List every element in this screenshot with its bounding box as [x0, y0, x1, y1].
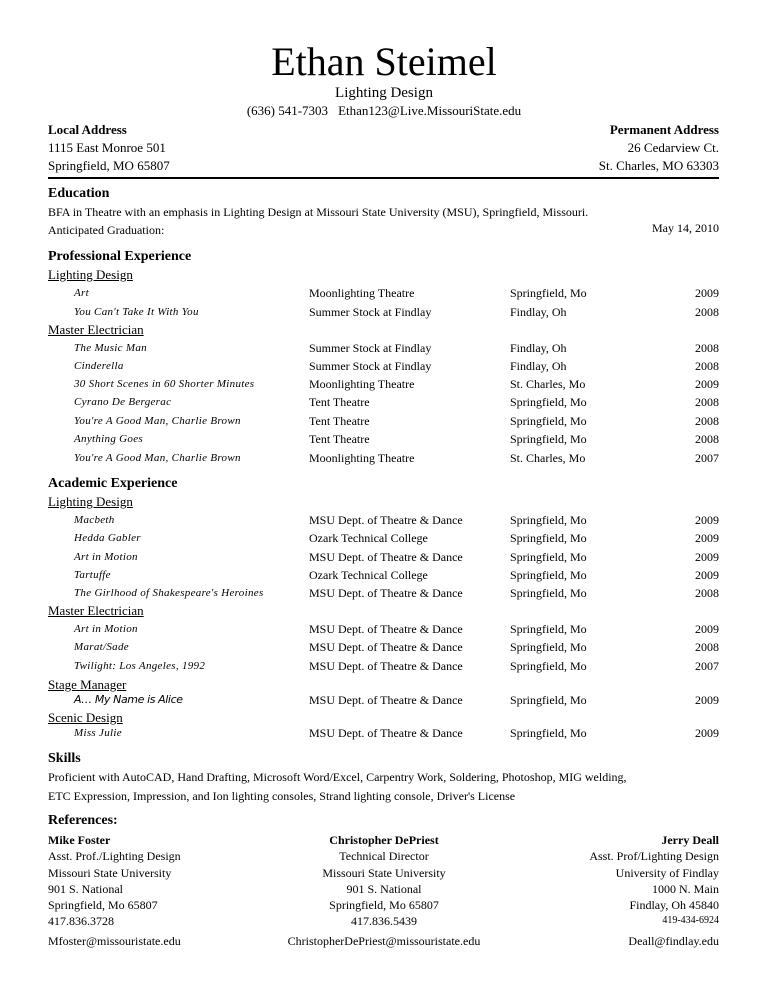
production-title: Cyrano De Bergerac: [74, 396, 172, 408]
venue: Ozark Technical College: [309, 568, 428, 582]
production-title: Art in Motion: [74, 623, 138, 635]
local-address-line1: 1115 East Monroe 501: [48, 140, 166, 155]
reference-phone: 419-434-6924: [662, 915, 719, 927]
production-title: Tartuffe: [74, 569, 111, 581]
experience-row: [0, 450, 768, 466]
resume-subtitle: Lighting Design: [335, 85, 433, 101]
reference-3: [589, 832, 719, 949]
venue: Moonlighting Theatre: [309, 377, 415, 391]
year: 2008: [695, 395, 719, 409]
experience-row: [0, 358, 768, 374]
year: 2008: [695, 640, 719, 654]
year: 2009: [695, 726, 719, 740]
year: 2009: [695, 622, 719, 636]
resume-name: Ethan Steimel: [271, 39, 497, 84]
year: 2009: [695, 377, 719, 391]
city: Springfield, Mo: [510, 693, 587, 707]
venue: MSU Dept. of Theatre & Dance: [309, 640, 463, 654]
permanent-address-heading: Permanent Address: [609, 122, 719, 137]
reference-org: Missouri State University: [322, 865, 446, 880]
city: St. Charles, Mo: [510, 451, 586, 465]
year: 2007: [695, 659, 719, 673]
experience-row: [0, 340, 768, 356]
production-title: Cinderella: [74, 360, 124, 372]
experience-row: [0, 512, 768, 528]
experience-row: [0, 394, 768, 410]
experience-row: [0, 692, 768, 708]
reference-email: Mfoster@missouristate.edu: [48, 933, 181, 948]
year: 2008: [695, 586, 719, 600]
city: Springfield, Mo: [510, 395, 587, 409]
reference-1: [48, 832, 181, 949]
production-title: You're A Good Man, Charlie Brown: [74, 452, 241, 464]
skills-line2: ETC Expression, Impression, and Ion lighting consoles, Strand lighting console, Driver's License: [48, 789, 516, 803]
phone-number: (636) 541-7303: [246, 103, 329, 118]
year: 2008: [695, 341, 719, 355]
production-title: Marat/Sade: [74, 641, 129, 653]
email-address: Ethan123@Live.MissouriState.edu: [338, 103, 522, 118]
reference-title: Asst. Prof/Lighting Design: [589, 849, 719, 864]
reference-2: [234, 832, 534, 949]
permanent-address: [599, 121, 719, 175]
experience-row: [0, 621, 768, 637]
production-title: Anything Goes: [74, 433, 143, 445]
production-title: Twilight: Los Angeles, 1992: [74, 660, 206, 672]
experience-row: [0, 376, 768, 392]
year: 2008: [695, 432, 719, 446]
city: Springfield, Mo: [510, 568, 587, 582]
production-title: The Music Man: [74, 342, 147, 354]
production-title: Miss Julie: [74, 727, 122, 739]
reference-phone: 417.836.3728: [48, 914, 114, 929]
production-title: Art in Motion: [74, 551, 138, 563]
city: Springfield, Mo: [510, 586, 587, 600]
year: 2009: [695, 568, 719, 582]
venue: MSU Dept. of Theatre & Dance: [309, 550, 463, 564]
reference-name: Jerry Deall: [661, 833, 719, 847]
venue: Ozark Technical College: [309, 531, 428, 545]
year: 2009: [695, 550, 719, 564]
graduation-label: Anticipated Graduation:: [48, 223, 165, 237]
professional-lighting-heading: Lighting Design: [48, 267, 133, 282]
reference-city: Findlay, Oh 45840: [629, 898, 719, 913]
skills-line1: Proficient with AutoCAD, Hand Drafting, Microsoft Word/Excel, Carpentry Work, Soldering, Photoshop, MIG welding,: [48, 770, 627, 784]
city: Findlay, Oh: [510, 359, 567, 373]
city: Findlay, Oh: [510, 341, 567, 355]
city: Springfield, Mo: [510, 286, 587, 300]
permanent-address-line1: 26 Cedarview Ct.: [627, 140, 719, 155]
production-title: The Girlhood of Shakespeare's Heroines: [74, 587, 264, 599]
city: Springfield, Mo: [510, 513, 587, 527]
permanent-address-line2: St. Charles, MO 63303: [598, 158, 719, 173]
year: 2008: [695, 359, 719, 373]
reference-title: Technical Director: [339, 849, 429, 864]
experience-row: [0, 725, 768, 741]
experience-row: [0, 304, 768, 320]
production-title: You're A Good Man, Charlie Brown: [74, 415, 241, 427]
reference-org: Missouri State University: [48, 865, 172, 880]
professional-electrician-heading: Master Electrician: [48, 322, 144, 337]
references-heading: References:: [48, 813, 118, 828]
venue: MSU Dept. of Theatre & Dance: [309, 513, 463, 527]
year: 2009: [695, 513, 719, 527]
venue: Summer Stock at Findlay: [309, 305, 432, 319]
city: Findlay, Oh: [510, 305, 567, 319]
venue: Tent Theatre: [309, 395, 370, 409]
city: St. Charles, Mo: [510, 377, 586, 391]
year: 2008: [695, 414, 719, 428]
academic-stage-heading: Stage Manager: [48, 677, 127, 692]
education-heading: Education: [48, 186, 110, 201]
experience-row: [0, 549, 768, 565]
reference-name: Mike Foster: [48, 833, 111, 847]
venue: MSU Dept. of Theatre & Dance: [309, 586, 463, 600]
venue: Tent Theatre: [309, 414, 370, 428]
venue: Summer Stock at Findlay: [309, 359, 432, 373]
graduation-date: May 14, 2010: [652, 221, 719, 235]
reference-street: 901 S. National: [346, 881, 422, 896]
city: Springfield, Mo: [510, 432, 587, 446]
reference-street: 901 S. National: [48, 881, 123, 896]
header-divider: [48, 177, 719, 179]
experience-row: [0, 285, 768, 301]
professional-heading: Professional Experience: [48, 249, 192, 264]
reference-email: Deall@findlay.edu: [628, 933, 719, 948]
local-address-line2: Springfield, MO 65807: [48, 158, 170, 173]
production-title: You Can't Take It With You: [74, 306, 199, 318]
academic-lighting-heading: Lighting Design: [48, 494, 133, 509]
contact-line: [0, 103, 768, 119]
venue: MSU Dept. of Theatre & Dance: [309, 659, 463, 673]
city: Springfield, Mo: [510, 531, 587, 545]
production-title: A… My Name is Alice: [74, 693, 183, 706]
venue: Moonlighting Theatre: [309, 451, 415, 465]
city: Springfield, Mo: [510, 550, 587, 564]
local-address: [48, 121, 170, 175]
academic-scenic-heading: Scenic Design: [48, 710, 123, 725]
academic-heading: Academic Experience: [48, 476, 178, 491]
reference-street: 1000 N. Main: [652, 881, 719, 896]
venue: MSU Dept. of Theatre & Dance: [309, 726, 463, 740]
skills-heading: Skills: [48, 751, 81, 766]
reference-org: University of Findlay: [615, 865, 719, 880]
experience-row: [0, 413, 768, 429]
reference-city: Springfield, Mo 65807: [329, 898, 439, 913]
city: Springfield, Mo: [510, 414, 587, 428]
venue: Tent Theatre: [309, 432, 370, 446]
experience-row: [0, 658, 768, 674]
experience-row: [0, 585, 768, 601]
venue: Summer Stock at Findlay: [309, 341, 432, 355]
venue: MSU Dept. of Theatre & Dance: [309, 693, 463, 707]
venue: MSU Dept. of Theatre & Dance: [309, 622, 463, 636]
year: 2008: [695, 305, 719, 319]
venue: Moonlighting Theatre: [309, 286, 415, 300]
academic-electrician-heading: Master Electrician: [48, 603, 144, 618]
production-title: Macbeth: [74, 514, 115, 526]
city: Springfield, Mo: [510, 640, 587, 654]
city: Springfield, Mo: [510, 659, 587, 673]
reference-name: Christopher DePriest: [329, 833, 439, 847]
production-title: Hedda Gabler: [74, 532, 141, 544]
experience-row: [0, 431, 768, 447]
education-degree: BFA in Theatre with an emphasis in Lighting Design at Missouri State University (MSU), Springfield, Missouri.: [48, 205, 589, 219]
local-address-heading: Local Address: [48, 122, 127, 137]
year: 2007: [695, 451, 719, 465]
reference-title: Asst. Prof./Lighting Design: [48, 849, 181, 864]
reference-email: ChristopherDePriest@missouristate.edu: [287, 933, 481, 948]
production-title: 30 Short Scenes in 60 Shorter Minutes: [74, 378, 255, 390]
skills-text: [48, 768, 627, 806]
experience-row: [0, 639, 768, 655]
reference-city: Springfield, Mo 65807: [48, 898, 158, 913]
production-title: Art: [74, 287, 89, 299]
year: 2009: [695, 286, 719, 300]
year: 2009: [695, 693, 719, 707]
reference-phone: 417.836.5439: [351, 914, 417, 929]
experience-row: [0, 567, 768, 583]
city: Springfield, Mo: [510, 622, 587, 636]
year: 2009: [695, 531, 719, 545]
city: Springfield, Mo: [510, 726, 587, 740]
experience-row: [0, 530, 768, 546]
